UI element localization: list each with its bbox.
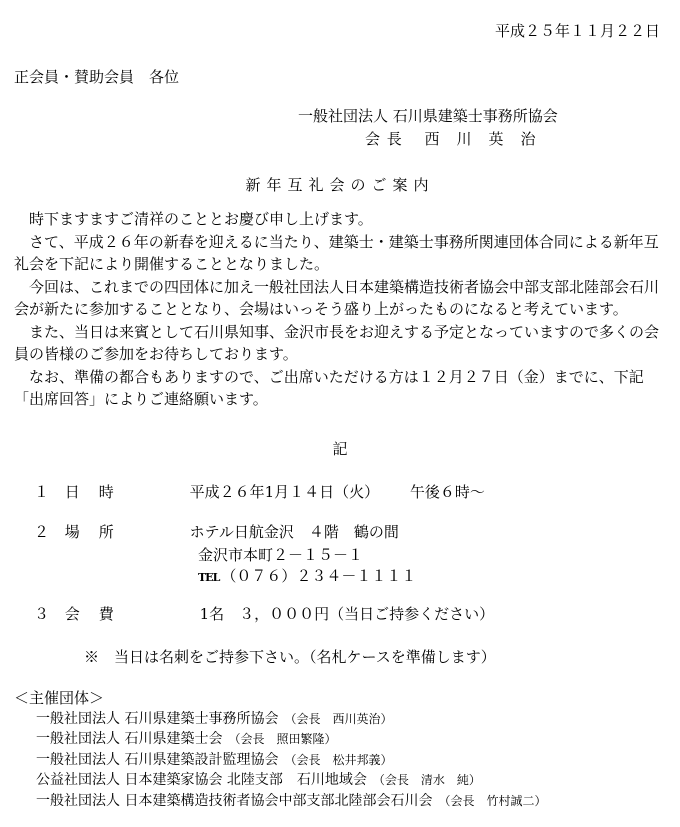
host-organization	[36, 772, 481, 789]
body-paragraph: なお、準備の都合もありますので、ご出席いただける方は１２月２７日（金）までに、下記「出席回答」によりご連絡願います。	[14, 367, 644, 408]
host-org-name: 一般社団法人 石川県建築士会	[36, 731, 223, 747]
detail-number: ２	[34, 523, 50, 541]
body-paragraph: さて、平成２６年の新春を迎えるに当たり、建築士・建築士事務所関連団体合同による新年互礼会を下記により開催することとなりました。	[14, 232, 659, 273]
body-paragraph: 時下ますますご清祥のこととお慶び申し上げます。	[29, 210, 373, 228]
document-date: 平成２５年１１月２２日	[494, 22, 660, 40]
detail-label: 場 所	[64, 523, 116, 541]
ki-heading: 記	[332, 440, 348, 458]
detail-number: １	[34, 483, 50, 501]
venue-name: ホテル日航金沢 ４階 鶴の間	[189, 523, 399, 541]
tel-mark: TEL	[198, 571, 220, 584]
event-time: 午後６時～	[409, 483, 485, 501]
detail-row-venue	[34, 523, 399, 541]
host-organization	[36, 752, 392, 769]
host-org-name: 一般社団法人 日本建築構造技術者協会中部支部北陸部会石川会	[36, 793, 433, 809]
venue-address: 金沢市本町２－１５－１	[198, 546, 364, 564]
host-chair: （会長 松井邦義）	[284, 753, 393, 767]
hosts-heading: ＜主催団体＞	[14, 689, 105, 707]
host-org-name: 一般社団法人 石川県建築設計監理協会	[36, 752, 279, 768]
event-date: 平成２６年1月１４日（火）	[189, 483, 380, 501]
host-chair: （会長 西川英治）	[284, 712, 393, 726]
host-chair: （会長 照田繁隆）	[228, 732, 337, 746]
detail-row-fee	[34, 605, 494, 623]
business-card-note: ※ 当日は名刺をご持参下さい。（名札ケースを準備します）	[84, 648, 496, 666]
host-organization	[36, 711, 392, 728]
host-organization	[36, 793, 546, 810]
host-org-name: 公益社団法人 日本建築家協会 北陸支部 石川地域会	[36, 772, 367, 788]
addressee: 正会員・賛助会員 各位	[14, 68, 180, 86]
fee-value: 1名 ３，０００円（当日ご持参ください）	[199, 605, 495, 623]
body-paragraph: また、当日は来賓として石川県知事、金沢市長をお迎えする予定となっていますので多くの会員の皆様のご参加をお待ちしております。	[14, 322, 660, 363]
detail-label: 会 費	[64, 605, 116, 623]
detail-row-datetime	[34, 483, 485, 501]
host-chair: （会長 竹村誠二）	[438, 794, 547, 808]
venue-phone	[198, 567, 416, 585]
detail-label: 日 時	[64, 483, 116, 501]
detail-number: ３	[34, 605, 50, 623]
body-paragraph: 今回は、これまでの四団体に加え一般社団法人日本建築構造技術者協会中部支部北陸部会石川会が新たに参加することとなり、会場はいっそう盛り上がったものになると考えています。	[14, 277, 660, 318]
host-organization	[36, 731, 336, 748]
phone-number: （０７６）２３４－１１１１	[221, 567, 417, 585]
sender-name: 会 長 西 川 英 治	[365, 130, 537, 148]
document-title: 新年互礼会のご案内	[245, 176, 435, 194]
letter-body	[14, 208, 669, 411]
host-org-name: 一般社団法人 石川県建築士事務所協会	[36, 711, 279, 727]
host-chair: （会長 清水 純）	[372, 773, 481, 787]
sender-organization: 一般社団法人 石川県建築士事務所協会	[298, 107, 558, 125]
